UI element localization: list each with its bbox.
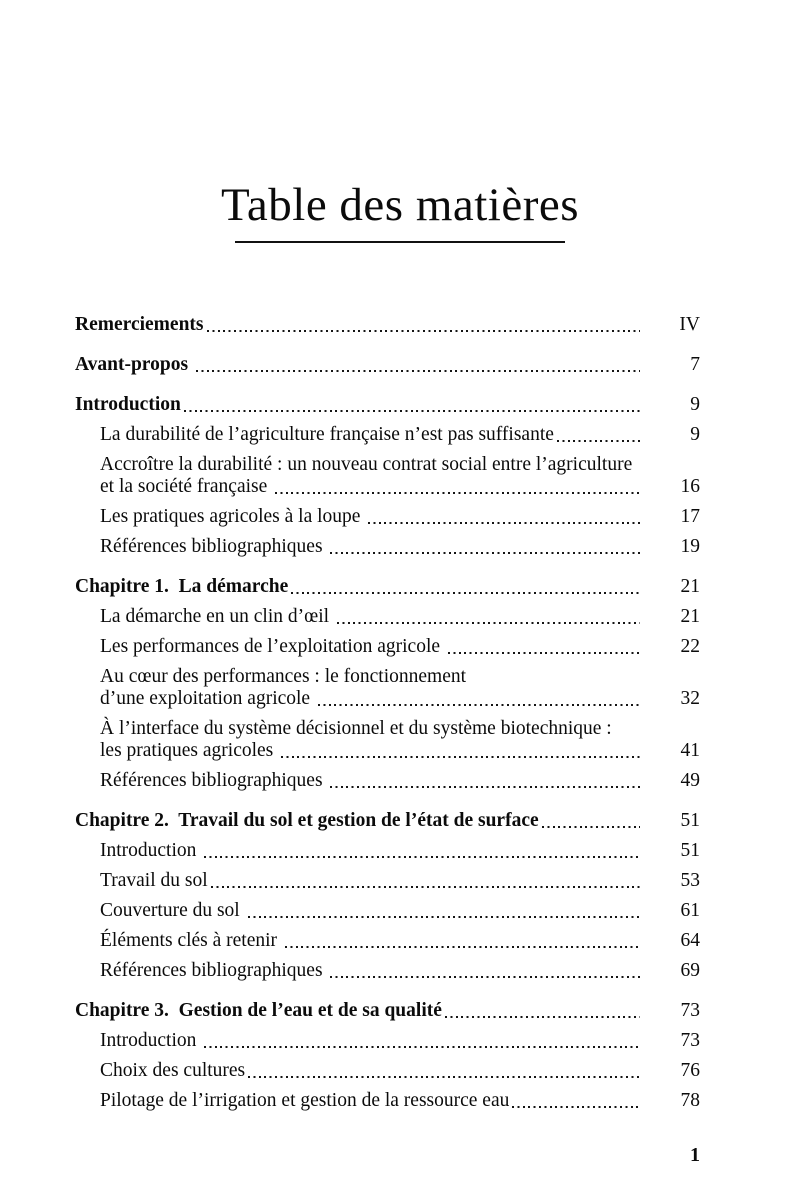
toc-entry <box>75 810 700 832</box>
toc-page-number: 49 <box>680 770 700 791</box>
toc-entry <box>75 424 700 446</box>
toc-entry-label: Couverture du sol <box>100 900 245 921</box>
toc-page-number: 73 <box>680 1030 700 1051</box>
toc-entry <box>75 606 700 628</box>
dot-leader <box>196 370 640 372</box>
toc-entry-label: Remerciements <box>75 314 204 335</box>
toc-entry-row <box>100 506 700 528</box>
toc-entry <box>75 314 700 336</box>
toc-entry <box>75 1030 700 1052</box>
dot-leader <box>318 704 640 706</box>
toc-entry-label: Chapitre 2. Travail du sol et gestion de l’état de surface <box>75 810 539 831</box>
toc-entry-row <box>100 636 700 658</box>
dot-leader <box>542 826 640 828</box>
toc-entry-row <box>75 354 700 376</box>
toc-entry-label: d’une exploitation agricole <box>100 688 315 709</box>
dot-leader <box>184 410 640 412</box>
footer-page-number: 1 <box>690 1144 700 1166</box>
toc-page-number: 21 <box>680 606 700 627</box>
toc-entry <box>75 354 700 376</box>
toc-entry-label: Avant-propos <box>75 354 193 375</box>
dot-leader <box>330 786 640 788</box>
toc-entry-label: Travail du sol <box>100 870 208 891</box>
toc-entry-label: les pratiques agricoles <box>100 740 279 761</box>
toc-entry-row <box>100 840 700 862</box>
toc-page-number: 69 <box>680 960 700 981</box>
toc-entry <box>75 636 700 658</box>
dot-leader <box>368 522 640 524</box>
toc-entry-label: Pilotage de l’irrigation et gestion de la ressource eau <box>100 1090 510 1111</box>
toc-entry <box>75 900 700 922</box>
toc-page-number: 78 <box>680 1090 700 1111</box>
toc-entry-label: Les pratiques agricoles à la loupe <box>100 506 366 527</box>
toc-page-number: 22 <box>680 636 700 657</box>
dot-leader <box>204 1046 640 1048</box>
toc-entry-row <box>100 476 700 498</box>
toc-entry-row <box>100 606 700 628</box>
page-title: Table des matières <box>220 179 580 231</box>
toc-entry <box>75 506 700 528</box>
toc-entry <box>75 576 700 598</box>
toc-page-number: 61 <box>680 900 700 921</box>
toc-page-number: 76 <box>680 1060 700 1081</box>
toc-entry <box>75 718 700 762</box>
dot-leader <box>337 622 640 624</box>
toc-entry-row <box>100 900 700 922</box>
toc-page-number: 73 <box>680 1000 700 1021</box>
toc-entry-row <box>100 536 700 558</box>
toc-entry <box>75 536 700 558</box>
toc-entry-row <box>75 576 700 598</box>
toc-page-number: 51 <box>680 810 700 831</box>
toc-entry-row <box>100 1090 700 1112</box>
toc-entry-row <box>75 314 700 336</box>
toc-entry-label: Références bibliographiques <box>100 960 328 981</box>
toc-entry-row <box>100 960 700 982</box>
dot-leader <box>204 856 640 858</box>
toc-entry <box>75 930 700 952</box>
dot-leader <box>281 756 640 758</box>
toc-page-number: 16 <box>680 476 700 497</box>
toc-page-number: 53 <box>680 870 700 891</box>
toc-entry <box>75 840 700 862</box>
toc-page-number: 9 <box>690 394 700 415</box>
toc-entry <box>75 960 700 982</box>
toc-entry-label: La durabilité de l’agriculture française n’est pas suffisante <box>100 424 554 445</box>
toc-entry-row <box>100 688 700 710</box>
toc-entry <box>75 770 700 792</box>
toc-page-number: IV <box>679 314 700 335</box>
toc-page-number: 41 <box>680 740 700 761</box>
toc-entry-label: Les performances de l’exploitation agricole <box>100 636 445 657</box>
dot-leader <box>448 652 640 654</box>
dot-leader <box>445 1016 640 1018</box>
dot-leader <box>248 916 640 918</box>
toc-page-number: 64 <box>680 930 700 951</box>
dot-leader <box>275 492 640 494</box>
toc-page-number: 9 <box>690 424 700 445</box>
toc-entry-row <box>100 1060 700 1082</box>
toc-entry-line1: À l’interface du système décisionnel et du système biotechnique : <box>100 718 612 739</box>
dot-leader <box>330 552 640 554</box>
toc-list <box>75 314 700 1112</box>
toc-entry-row <box>75 1000 700 1022</box>
title-underline <box>235 241 565 243</box>
toc-page-number: 19 <box>680 536 700 557</box>
dot-leader <box>557 440 640 442</box>
toc-entry-label: Introduction <box>100 1030 202 1051</box>
toc-entry-label: et la société française <box>100 476 273 497</box>
toc-entry-label: Introduction <box>75 394 181 415</box>
toc-entry-row <box>100 770 700 792</box>
toc-entry-label: Chapitre 3. Gestion de l’eau et de sa qualité <box>75 1000 442 1021</box>
dot-leader <box>211 886 640 888</box>
dot-leader <box>291 592 640 594</box>
toc-entry-row <box>100 740 700 762</box>
toc-entry <box>75 870 700 892</box>
dot-leader <box>248 1076 640 1078</box>
toc-entry-label: Choix des cultures <box>100 1060 246 1081</box>
toc-entry-row <box>100 930 700 952</box>
toc-entry-row <box>75 394 700 416</box>
toc-entry <box>75 1090 700 1112</box>
dot-leader <box>207 330 641 332</box>
dot-leader <box>285 946 640 948</box>
toc-entry-label: La démarche en un clin d’œil <box>100 606 334 627</box>
toc-page-number: 7 <box>690 354 700 375</box>
toc-entry-label: Éléments clés à retenir <box>100 930 282 951</box>
toc-page-number: 51 <box>680 840 700 861</box>
toc-entry <box>75 1000 700 1022</box>
toc-entry-label: Références bibliographiques <box>100 770 328 791</box>
toc-entry <box>75 394 700 416</box>
toc-entry-label: Références bibliographiques <box>100 536 328 557</box>
toc-entry <box>75 666 700 710</box>
toc-entry-label: Introduction <box>100 840 202 861</box>
toc-entry-label: Chapitre 1. La démarche <box>75 576 289 597</box>
toc-page-number: 17 <box>680 506 700 527</box>
toc-entry-row <box>100 424 700 446</box>
toc-entry-row <box>75 810 700 832</box>
dot-leader <box>330 976 640 978</box>
toc-entry-line1: Au cœur des performances : le fonctionnement <box>100 666 467 687</box>
toc-page-number: 32 <box>680 688 700 709</box>
toc-entry <box>75 454 700 498</box>
toc-entry-row <box>100 1030 700 1052</box>
toc-entry-line1: Accroître la durabilité : un nouveau contrat social entre l’agriculture <box>100 454 633 475</box>
toc-entry <box>75 1060 700 1082</box>
toc-entry-row <box>100 870 700 892</box>
dot-leader <box>512 1106 640 1108</box>
toc-page-number: 21 <box>680 576 700 597</box>
